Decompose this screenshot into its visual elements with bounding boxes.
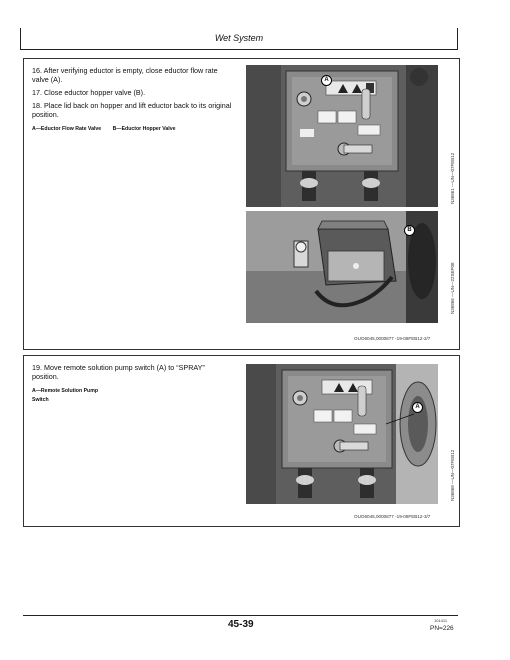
page-header <box>20 28 458 50</box>
callout-a: A <box>321 75 332 86</box>
callout-a: A <box>412 402 423 413</box>
legend-item-b: B—Eductor Hopper Valve <box>112 126 176 132</box>
instruction-panel-2 <box>23 355 460 527</box>
header-rule <box>20 49 458 50</box>
steps-list-2 <box>32 363 232 405</box>
photo1-code: N36861 —UN—07FEB12 <box>450 152 455 204</box>
instruction-panel-1 <box>23 58 460 350</box>
pn-number: PN=226 <box>430 625 454 632</box>
callout-b: B <box>404 225 415 236</box>
step-16: 16. After verifying eductor is empty, close eductor flow rate valve (A). <box>32 66 218 84</box>
section-title: Wet System <box>214 33 264 43</box>
step-18: 18. Place lid back on hopper and lift eductor back to its original position. <box>32 101 232 119</box>
photo2-code: N36866 —UN—22SEP08 <box>450 262 455 314</box>
legend-2 <box>32 387 102 405</box>
panel1-caption: OUO6045,0000877 -19-08FEB12-2/7 <box>354 336 431 341</box>
legend-item-a: A—Remote Solution Pump Switch <box>32 388 98 403</box>
legend-1 <box>32 125 232 134</box>
panel2-caption: OUO6045,0000877 -19-08FEB12-3/7 <box>354 514 431 519</box>
photo3-code: N36868 —UN—07FEB12 <box>450 449 455 501</box>
photo-control-panel-1 <box>246 65 438 207</box>
step-19: 19. Move remote solution pump switch (A) to “SPRAY” position. <box>32 363 205 381</box>
steps-list-1 <box>32 66 232 134</box>
photo-eductor-hopper <box>246 211 438 323</box>
page-number: 45-39 <box>228 619 254 630</box>
legend-item-a: A—Eductor Flow Rate Valve <box>32 126 102 132</box>
photo-control-panel-2 <box>246 364 438 504</box>
footer-code: 101411 <box>434 618 448 623</box>
step-17: 17. Close eductor hopper valve (B). <box>32 88 146 97</box>
footer-rule <box>23 615 458 616</box>
